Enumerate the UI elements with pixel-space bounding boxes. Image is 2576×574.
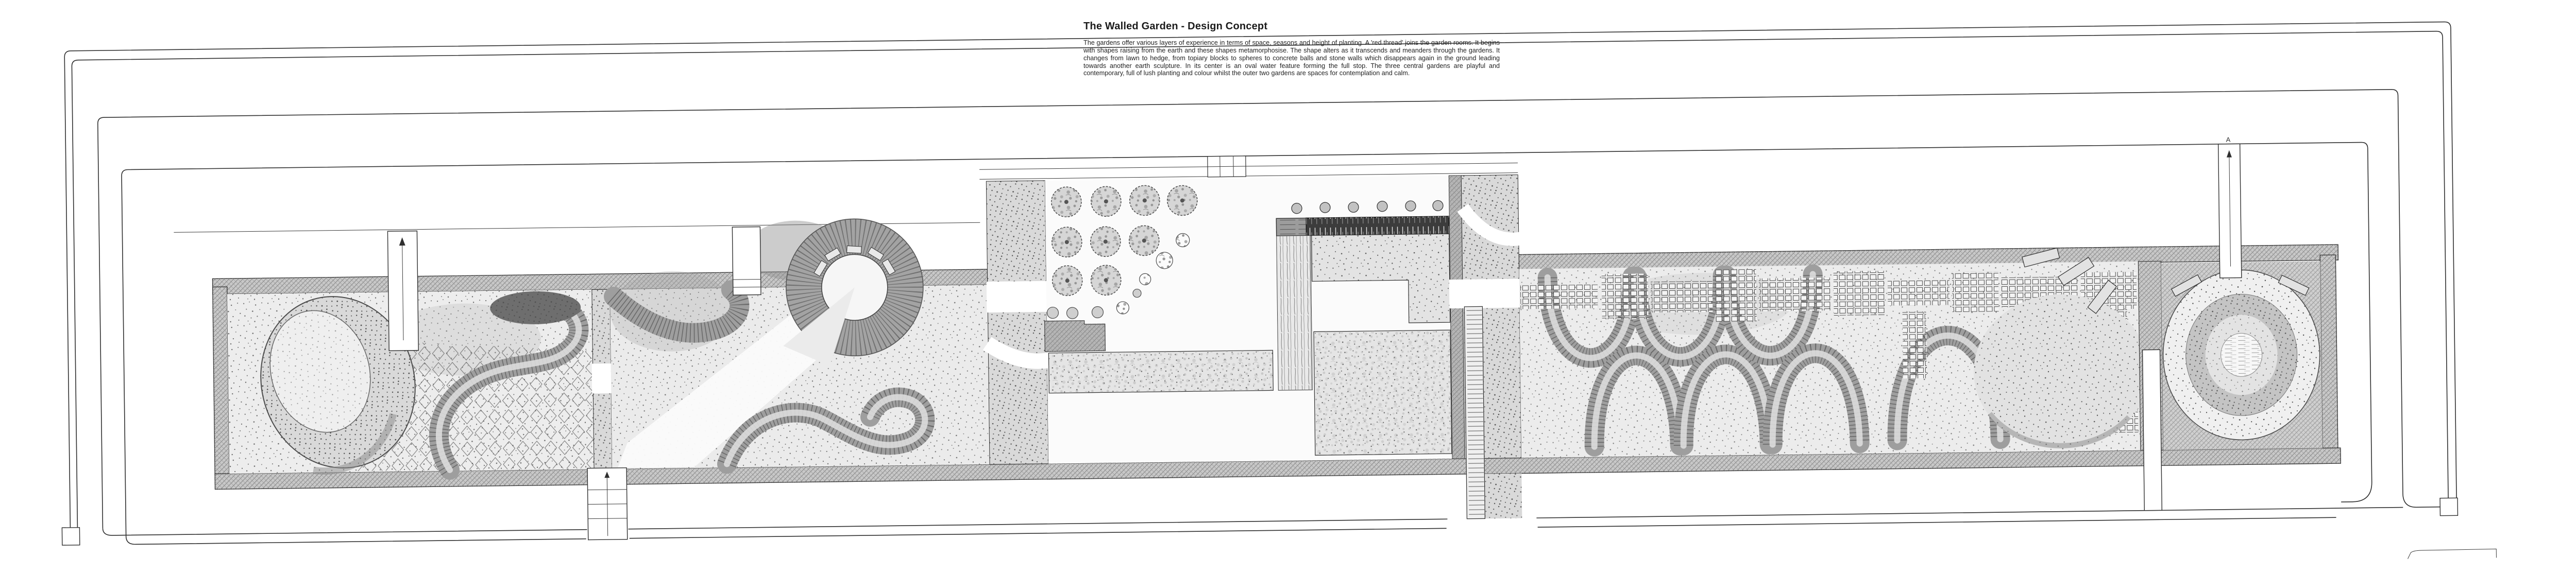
garden-room-stone-serpentine [1519, 247, 2150, 458]
divider-planting-2 [985, 181, 1050, 464]
planted-bed-hatched [1045, 320, 1106, 351]
gate-channel-south [2142, 350, 2162, 510]
corner-path-outline [2408, 549, 2496, 559]
gate-channel-garden5 [2218, 135, 2241, 277]
plan-drawing-group [56, 21, 2496, 574]
garden-room-oval-sculpture [2161, 262, 2322, 450]
divider-wall-4 [2138, 261, 2164, 511]
title-block [1083, 21, 1500, 77]
steps-gate-south [587, 468, 628, 540]
topiary-sphere [1129, 185, 1160, 216]
topiary-sphere [1052, 227, 1082, 257]
topiary-sphere [1090, 227, 1121, 257]
garden-room-topiary [1043, 176, 1452, 464]
terrace-line [979, 163, 1518, 170]
gate-channel-garden2 [732, 227, 761, 295]
topiary-sphere [1051, 187, 1081, 217]
drawing-title: The Walled Garden - Design Concept [1083, 21, 1268, 32]
bottom-path-line [1536, 508, 2403, 518]
bottom-path-line [629, 519, 1448, 529]
design-concept-paragraph: The gardens offer various layers of experience in terms of space, seasons and height of planting. A 'red thread' joins the garden rooms. It begins with shapes raising from the earth and these shapes metamorphosise. The shape alters as it transcends and meanders through the gardens. It changes from lawn to hedge, from topiary blocks to spheres to concrete balls and stone walls which disappears again in the ground leading towards another earth sculpture. In its center is an oval water feature forming the full stop. The three central gardens are playful and contemporary, full of lush planting and colour whilst the outer two gardens are spaces for contemplation and calm. [1083, 39, 1500, 77]
topiary-sphere [1091, 265, 1121, 295]
section-marker-label: A [2226, 135, 2231, 144]
schedule-box [1208, 156, 1246, 177]
gate-post [2440, 498, 2458, 515]
topiary-sphere [1091, 186, 1121, 217]
divider-wall-1 [591, 289, 613, 469]
rill-path [1464, 306, 1485, 518]
gate-post [62, 528, 79, 545]
garden-room-serpentine-hedges [609, 217, 990, 469]
topiary-sphere [1129, 225, 1159, 256]
wall-hatch [2320, 255, 2338, 451]
water-feature [1276, 216, 1449, 236]
topiary-sphere [1167, 185, 1197, 216]
planted-bed-long [1048, 350, 1273, 393]
oval-earth-sculpture [2162, 269, 2321, 441]
gate-channel-garden1 [387, 231, 418, 351]
planted-bed-right [1314, 330, 1452, 455]
bottom-path-line-2 [1538, 517, 2336, 527]
wall-hatch [213, 287, 230, 477]
bottom-path-line [103, 523, 587, 535]
thread-path-gap [592, 363, 613, 393]
thread-path-gap [1449, 279, 1522, 308]
topiary-sphere [1052, 266, 1082, 296]
bottom-path-line-2 [630, 528, 1447, 538]
thread-path-gap [987, 281, 1048, 312]
